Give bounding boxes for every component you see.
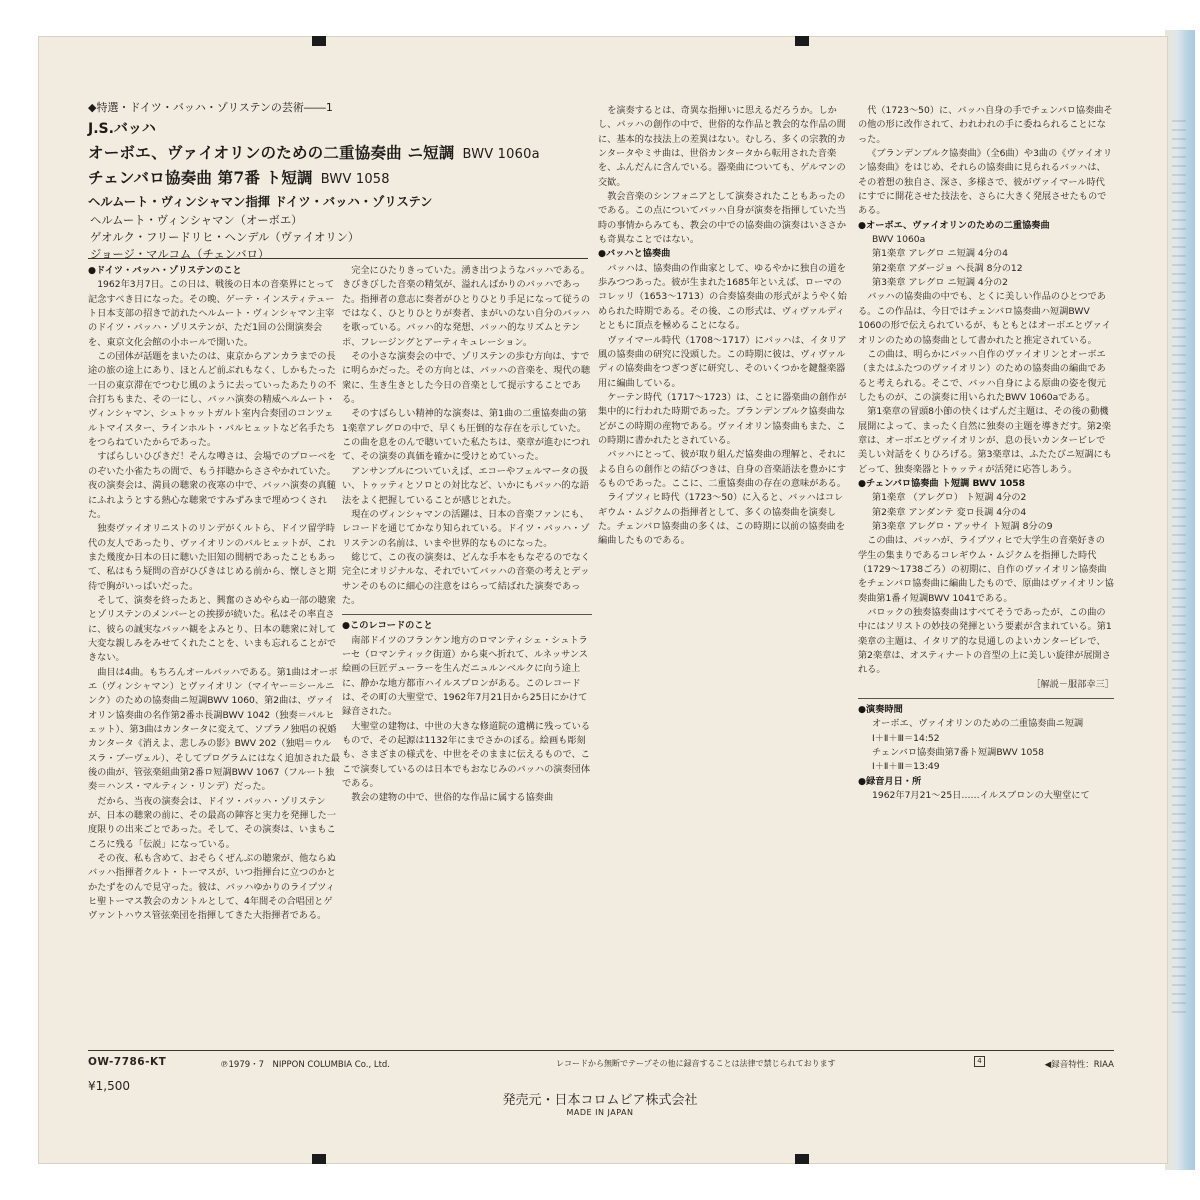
soloist-credit: ゲオルク・フリードリヒ・ヘンデル（ヴァイオリン） bbox=[90, 231, 360, 244]
riaa-curve-label: ◀録音特性：RIAA bbox=[1044, 1060, 1114, 1070]
movement-line: 第2楽章 アダージョ ヘ長調 8分の12 bbox=[872, 262, 1023, 274]
title-divider bbox=[88, 258, 588, 259]
work-title-2 bbox=[88, 166, 588, 191]
timing-line: オーボエ、ヴァイオリンのための二重協奏曲ニ短調 bbox=[872, 718, 1084, 730]
movement-line: 第2楽章 アンダンテ 変ロ長調 4分の4 bbox=[872, 506, 1027, 518]
timing-line: Ⅰ＋Ⅱ＋Ⅲ＝13:49 bbox=[872, 761, 940, 773]
section-heading: ●ドイツ・バッハ・ゾリステンのこと bbox=[88, 265, 242, 276]
work-1-catalog-number: BWV 1060a bbox=[462, 147, 540, 162]
section-heading: ●演奏時間 bbox=[858, 704, 903, 716]
composer-name: J.S.バッハ bbox=[88, 121, 156, 137]
liner-paragraph: を演奏するとは、奇異な指揮いに思えるだろうか。しかし、バッハの創作の中で、世俗的な作品と教会的な作品の間に、基本的な技法上の差異はない。むしろ、多くの宗教的カンタータやミサ曲は、世俗カンタータから転用された音楽を、ふんだんに含んでいる。器楽曲についても、ゲルマンの交歓。 bbox=[598, 105, 847, 188]
liner-paragraph: この曲は、バッハが、ライプツィヒで大学生の音楽好きの学生の集まりであるコレギウム・ムジクムを指揮した時代（1729～1738ごろ）の初期に、自作のヴァイオリン協奏曲をチェンバロ協奏曲に編曲したもので、原曲はヴァイオリン協奏曲第1番イ短調BWV 1041である。 bbox=[858, 535, 1114, 604]
liner-paragraph: 現在のヴィンシャマンの活躍は、日本の音楽ファンにも、レコードを通じてかなり知られている。ドイツ・バッハ・ゾリステンの名前は、いまや世界的なものになった。 bbox=[342, 508, 590, 549]
section-heading: ●このレコードのこと bbox=[342, 620, 433, 632]
section-heading: ●バッハと協奏曲 bbox=[598, 248, 671, 260]
section-heading: ●オーボエ、ヴァイオリンのための二重協奏曲 bbox=[858, 219, 1050, 231]
movement-line: 第1楽章 アレグロ ニ短調 4分の4 bbox=[872, 248, 1008, 260]
liner-paragraph: すばらしいひびきだ！そんな噂さは、会場でのプローベをのぞいた小雀たちの間で、もう拝聴からささやかれていた。夜の演奏会は、満員の聴衆の夜寒の中で、バッハ演奏の真髄にふれようとする熱心な聴衆ですみずみまで埋めつくされた。 bbox=[88, 451, 337, 520]
catalog-number: BWV 1060a bbox=[872, 234, 926, 246]
liner-paragraph: 南部ドイツのフランケン地方のロマンティシェ・シュトラーセ（ロマンティック街道）から東へ折れて、ルネッサンス絵画の巨匠デューラーを生んだニュルンベルクに向う途上に、静かな地方都市ハイルスブロンがある。このレコードは、その町の大聖堂で、1962年7月21日から25日にかけて録音された。 bbox=[342, 634, 588, 718]
work-title-2-text: チェンバロ協奏曲 第7番 ト短調 bbox=[88, 168, 313, 187]
section-divider bbox=[342, 614, 592, 615]
liner-paragraph: 大聖堂の建物は、中世の大きな修道院の遺構に残っているもので、その起源は1132年にまでさかのぼる。絵画も彫刻も、さまざまの様式を、中世をそのままに伝えるもので、ここで演奏しているのは日本でもおなじみのバッハの演奏団体である。 bbox=[342, 720, 591, 790]
movement-line: 第3楽章 アレグロ・アッサイ ト短調 8分の9 bbox=[872, 520, 1053, 532]
page-mark: 4 bbox=[974, 1056, 985, 1067]
liner-paragraph: 教会の建物の中で、世俗的な作品に属する協奏曲 bbox=[351, 792, 554, 804]
liner-paragraph: バッハは、協奏曲の作曲家として、ゆるやかに独自の道を歩みつつあった。彼が生まれた1685年といえば、ローマのコレッリ（1653～1713）の合奏協奏曲の形式がようやく始められた時期である。その後、この形式は、ヴィヴァルディとともに頂点を極めることになる。 bbox=[598, 262, 847, 332]
liner-paragraph: だから、当夜の演奏会は、ドイツ・バッハ・ゾリステンが、日本の聴衆の前に、その最高の陣容と実力を発揮した一度限りの出来ごとであった。そして、その演奏は、いまもこころに残る「伝説」になっている。 bbox=[88, 795, 337, 850]
section-divider bbox=[858, 698, 1114, 699]
liner-paragraph: その小さな演奏会の中で、ゾリステンの歩む方向は、すでに明らかだった。その方向とは、バッハの音楽を、現代の聴衆に、生き生きとした今日の音楽として提示することである。 bbox=[342, 351, 591, 406]
liner-paragraph: バロックの独奏協奏曲はすべてそうであったが、この曲の中にはソリストの妙技の発揮という要素が含まれている。第1楽章の主題は、イタリア的な見通しのよいカンタービレで、第2楽章は、オスティナートの音型の上に美しい旋律が展開される。 bbox=[858, 607, 1112, 676]
soloist-credit: ヘルムート・ヴィンシャマン（オーボエ） bbox=[90, 214, 303, 227]
copyright-notice: ℗1979・7 NIPPON COLUMBIA Co., Ltd. bbox=[220, 1060, 391, 1070]
section-heading: ●チェンバロ協奏曲 ト短調 BWV 1058 bbox=[858, 477, 1026, 489]
liner-paragraph: 《ブランデンブルク協奏曲》（全6曲）や3曲の《ヴァイオリン協奏曲》をはじめ、それらの協奏曲に見られるバッハは、その着想の独自さ、深さ、多様さで、彼がヴァイマール時代にすでに開花させた技法を、さらに大きく発展させたものである。 bbox=[858, 148, 1113, 217]
timing-line: Ⅰ＋Ⅱ＋Ⅲ＝14:52 bbox=[872, 732, 940, 744]
liner-paragraph: その夜、私も含めて、おそらくぜんぶの聴衆が、他ならぬバッハ指揮者クルト・トーマスが、いつ指揮台に立つのかとかたずをのんで見守った。彼は、バッハゆかりのライプツィヒ聖トーマス教会のカントルとして、4年間その合唱団とゲヴァントハウス管弦楽団を指揮してきた大指揮者である。 bbox=[88, 853, 336, 922]
liner-paragraph: 曲目は4曲。もちろんオールバッハである。第1曲はオーボエ（ヴィンシャマン）とヴァイオリン（マイヤー＝シールニンク）のための協奏曲ニ短調BWV 1060、第2曲は、ヴァイオリン協奏曲の名作第2番ホ長調BWV 1042（独奏＝バルヒェット）、第3曲はカンタータに変えて、ソプラノ独唱の祝婚カンタータ《消えよ、悲しみの影》BWV 202（独唱＝ウルスラ・ブーヴェル）、そしてプログラムにはなく追加された最後の曲が、管弦楽組曲第2番ロ短調BWV 1067（フルート独奏＝ハンス・マルティン・リンデ）だった。 bbox=[88, 666, 340, 793]
liner-paragraph: この団体が話題をまいたのは、東京からアンカラまでの長途の旅の途上にあり、ほとんど前ぶれもなく、しかもたった一日の東京滞在でつむじ風のように去っていったあたりの不合打ちもまた、その一にし、バッハ演奏の精威ヘルムート・ヴィンシャマン、シュトゥットガルト室内合奏団のコンツェルトマイスター、ラインホルト・バルヒェットなど名手たちをつらねていたからであった。 bbox=[88, 351, 337, 449]
liner-paragraph: バッハの協奏曲の中でも、とくに美しい作品のひとつである。この作品は、今日ではチェンバロ協奏曲ハ短調BWV 1060の形で伝えられているが、もともとはオーボエとヴァイオリンのための協奏曲として書かれたと推定されている。 bbox=[858, 291, 1111, 346]
recording-details: 1962年7月21～25日……イルスブロンの大聖堂にて bbox=[872, 790, 1090, 802]
movement-line: 第3楽章 アレグロ ニ短調 4分の2 bbox=[872, 277, 1008, 289]
conductor-credit: ヘルムート・ヴィンシャマン指揮 ドイツ・バッハ・ゾリステン bbox=[88, 195, 433, 209]
registration-tab bbox=[312, 36, 326, 46]
section-heading: ●録音月日・所 bbox=[858, 775, 922, 787]
author-signature: ［解説－服部幸三］ bbox=[1031, 678, 1114, 690]
liner-paragraph: 第1楽章の冒頭8小節の快くはずんだ主題は、その後の動機展開によって、まったく自然に独奏の主題を導きだす。第2楽章は、オーボエとヴァイオリンが、息の長いカンタービレで美しい対話をくりひろげる。第3楽章は、ふたたびニ短調にもどって、独奏楽器とトゥッティが活発に応答しあう。 bbox=[858, 406, 1112, 475]
liner-paragraph: そのすばらしい精神的な演奏は、第1曲の二重協奏曲の第1楽章アレグロの中で、早くも圧倒的な存在を示していた。この曲を息をのんで聴いていた私たちは、楽章が進むにつれて、その演奏の真価を確かに受けとめていった。 bbox=[342, 408, 590, 463]
distributor-label: 発売元・日本コロムビア株式会社 bbox=[502, 1093, 698, 1108]
footer-bar bbox=[88, 1054, 1114, 1076]
price-label: ¥1,500 bbox=[88, 1079, 130, 1093]
registration-tab bbox=[312, 1154, 326, 1164]
liner-paragraph: 代（1723～50）に、バッハ自身の手でチェンバロ協奏曲その他の形に改作されて、われわれの手に委ねられることになった。 bbox=[858, 105, 1113, 145]
liner-paragraph: そして、演奏を終ったあと、興奮のさめやらぬ一部の聴衆とゾリステンのメンバーとの挨拶が続いた。私はその率直さに、彼らの誠実なバッハ観をよみとり、日本の聴衆に対して大変な親しみをみせてくれたことを、いまも忘れることができない。 bbox=[88, 594, 337, 664]
liner-paragraph: バッハにとって、彼が取り組んだ協奏曲の理解と、それによる自らの創作との結びつきは、自身の音楽語法を豊かにするものであった。ここに、二重協奏曲の存在の意味がある。 bbox=[598, 449, 847, 489]
work-title-1-text: オーボエ、ヴァイオリンのための二重協奏曲 ニ短調 bbox=[88, 143, 455, 162]
liner-notes-column-2 bbox=[342, 264, 592, 1047]
footer-divider bbox=[88, 1050, 1114, 1051]
liner-paragraph: アンサンブルについていえば、エコーやフェルマータの扱い、トゥッティとソロとの対比など、いかにもバッハ的な語法をよく把握していることが感じとれた。 bbox=[342, 465, 590, 506]
registration-tab bbox=[795, 36, 809, 46]
liner-paragraph: ヴァイマール時代（1708～1717）にバッハは、イタリア風の協奏曲の研究に没頭した。この時期に彼は、ヴィヴァルディの協奏曲をつぎつぎに研究し、そのいくつかを鍵盤楽器用に編曲している。 bbox=[598, 334, 847, 389]
liner-paragraph: 完全にひたりきっていた。湧き出つようなバッハである。きびきびした音楽の精気が、溢れんばかりのバッハであった。指揮者の意志に奏者がひとりひとり手足になって従うのではなく、ひとりひとりが奏者、まがいのない自分のバッハを歌っている。バッハ的な発想、バッハ的なリズムとテンポ、フレージングとアーティキュレーション。 bbox=[342, 265, 591, 348]
series-title: ◆特選・ドイツ・バッハ・ゾリステンの芸術――1 bbox=[88, 101, 333, 114]
recording-prohibition-notice: レコードから無断でテープその他に録音することは法律で禁じられております bbox=[556, 1059, 836, 1068]
liner-paragraph: 教会音楽のシンフォニアとして演奏されたこともあったのである。この点についてバッハ自身が演奏を指揮していた当時の事情からみても、教会の中での協奏曲の演奏はいささかも奇異なことではない。 bbox=[598, 191, 847, 246]
catalog-code: OW-7786-KT bbox=[88, 1056, 167, 1068]
liner-paragraph: ライプツィヒ時代（1723～50）に入ると、バッハはコレギウム・ムジクムの指揮者として、多くの協奏曲を演奏した。チェンバロ協奏曲の多くは、この時期に以前の協奏曲を編曲したものである。 bbox=[598, 492, 846, 547]
liner-paragraph: ケーテン時代（1717～1723）は、ことに器楽曲の創作が集中的に行われた時期であった。ブランデンブルク協奏曲などがこの時期の産物である。ヴァイオリン協奏曲もまた、この時期に書かれたとされている。 bbox=[598, 391, 847, 446]
work-title-1 bbox=[88, 141, 588, 166]
movement-line: 第1楽章 （アレグロ） ト短調 4分の2 bbox=[872, 492, 1027, 504]
liner-notes-column-1 bbox=[88, 264, 340, 1047]
liner-notes-column-3 bbox=[598, 104, 850, 1047]
liner-notes-column-4 bbox=[858, 104, 1114, 1047]
liner-paragraph: 1962年3月7日。この日は、戦後の日本の音楽界にとって記念すべき日になった。その晩、ゲーテ・インスティテュート日本支部の招きで訪れたヘルムート・ヴィンシャマン主宰のドイツ・バッハ・ゾリステンが、ただ1回の公開演奏会を、東京文化会館の小ホールで開いた。 bbox=[88, 279, 335, 348]
liner-paragraph: この曲は、明らかにバッハ自作のヴァイオリンとオーボエ（またはふたつのヴァイオリン）のための協奏曲の編曲であると考えられる。そこで、バッハ自身による原曲の姿を復元したものが、この演奏に用いられたBWV 1060aである。 bbox=[858, 348, 1106, 403]
spine-printed-text bbox=[1172, 120, 1186, 1020]
work-2-catalog-number: BWV 1058 bbox=[320, 172, 390, 187]
title-block bbox=[88, 100, 588, 263]
timing-line: チェンバロ協奏曲第7番ト短調BWV 1058 bbox=[872, 747, 1045, 759]
liner-paragraph: 総じて、この夜の演奏は、どんな手本をもなぞるのでなく完全にオリジナルな、それでいてバッハの音楽の考えとデッサンそのものに細心の注意をはらって結ばれた演奏であった。 bbox=[342, 551, 590, 606]
made-in-label: MADE IN JAPAN bbox=[566, 1108, 634, 1117]
soloist-credit: ジョージ・マルコム（チェンバロ） bbox=[90, 248, 270, 261]
registration-tab bbox=[795, 1154, 809, 1164]
liner-paragraph: 独奏ヴァイオリニストのリンデがくルトら、ドイツ留学時代の友人であったり、ヴァイオリンのバルヒェットが、これまた幾度か日本の日に聴いた旧知の間柄であったこともあって、私はもう疑問の音がひびきはじめる前から、懐しさと期待で胸がいっぱいだった。 bbox=[88, 523, 336, 592]
